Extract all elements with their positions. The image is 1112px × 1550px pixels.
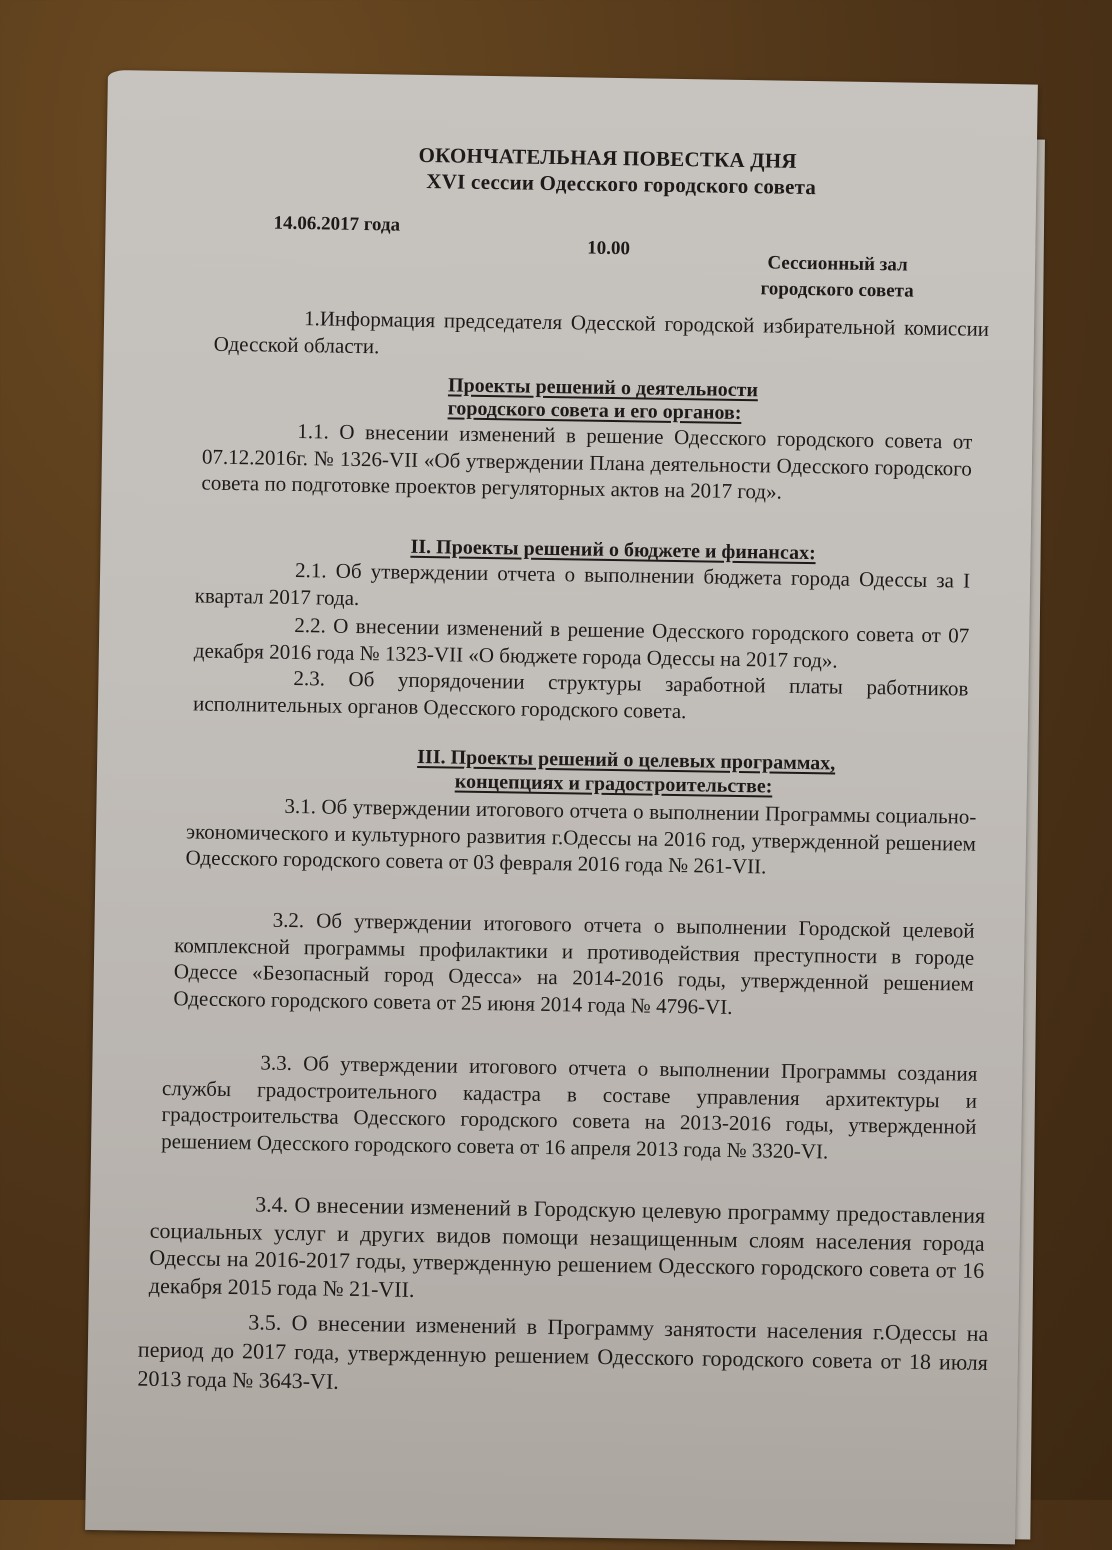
agenda-item-3-2: 3.2. Об утверждении итогового отчета о выполнении Городской целевой комплексной программы профилактики и противодействия преступности в городе Одессе «Безопасный город Одесса» на 2014-2016 годы, утвержденной решением Одесского городского совета от 25 июня 2014 года № 4796-VI. — [173, 907, 975, 1019]
section-heading-3-line2: концепциях и градостроительстве: — [454, 770, 773, 798]
agenda-item-1: 1.Информация председателя Одесской городской избирательной комиссии Одесской области. — [213, 306, 990, 358]
agenda-item-2-1: 2.1. Об утверждении отчета о выполнении бюджета города Одессы за I квартал 2017 года. — [194, 558, 971, 610]
agenda-item-3-4: 3.4. О внесении изменений в Городскую целевую программу предоставления социальных услуг и других видов помощи незащищенным слоям населения города Одессы на 2016-2017 годы, утвержденную решением Одесского городского совета от 16 декабря 2015 года № 21-VII. — [148, 1191, 986, 1302]
section-heading-2: II. Проекты решений о бюджете и финансах: — [410, 535, 816, 565]
agenda-item-2-3: 2.3. Об упорядочении структуры заработной платы работников исполнительных органов Одесского городского совета. — [192, 665, 969, 723]
session-time: 10.00 — [587, 237, 631, 260]
agenda-paper-sheet — [85, 70, 1038, 1544]
agenda-item-3-3: 3.3. Об утверждении итогового отчета о выполнении Программы создания службы градостроительного кадастра в составе управления архитектуры и градостроительства Одесского городского совета на 2013-2016 годы, утвержденной решением Одесского городского совета от 16 апреля 2013 года № 3320-VI. — [161, 1050, 978, 1163]
agenda-item-3-5: 3.5. О внесении изменений в Программу занятости населения г.Одессы на период до 2017 года, утвержденную решением Одесского городского совета от 18 июля 2013 года № 3643-VI. — [137, 1309, 989, 1394]
agenda-item-3-1: 3.1. Об утверждении итогового отчета о выполнении Программы социально-экономического и культурного развития г.Одессы на 2016 год, утвержденной решением Одесского городского совета от 03 февраля 2016 года № 261-VII. — [185, 793, 977, 879]
session-place-line2: городского совета — [760, 278, 914, 302]
session-place — [760, 250, 914, 304]
document-subtitle: XVI сессии Одесского городского совета — [426, 169, 817, 200]
section-heading-3-line1: III. Проекты решений о целевых программах, — [417, 745, 836, 775]
section-heading-1-line1: Проекты решений о деятельности — [447, 374, 759, 402]
document-title: ОКОНЧАТЕЛЬНАЯ ПОВЕСТКА ДНЯ — [418, 142, 797, 173]
session-place-line1: Сессионный зал — [767, 252, 908, 276]
section-heading-1-line2: городского совета и его органов: — [447, 397, 742, 424]
session-date: 14.06.2017 года — [273, 212, 401, 236]
agenda-item-2-2: 2.2. О внесении изменений в решение Одесского городского совета от 07 декабря 2016 года № 1323-VII «О бюджете города Одессы на 2017 год». — [193, 612, 970, 673]
agenda-item-1-1: 1.1. О внесении изменений в решение Одесского городского совета от 07.12.2016г. № 1326-VII «Об утверждении Плана деятельности Одесского городского совета по подготовке проектов регуляторных актов на 2017 год». — [201, 419, 973, 504]
